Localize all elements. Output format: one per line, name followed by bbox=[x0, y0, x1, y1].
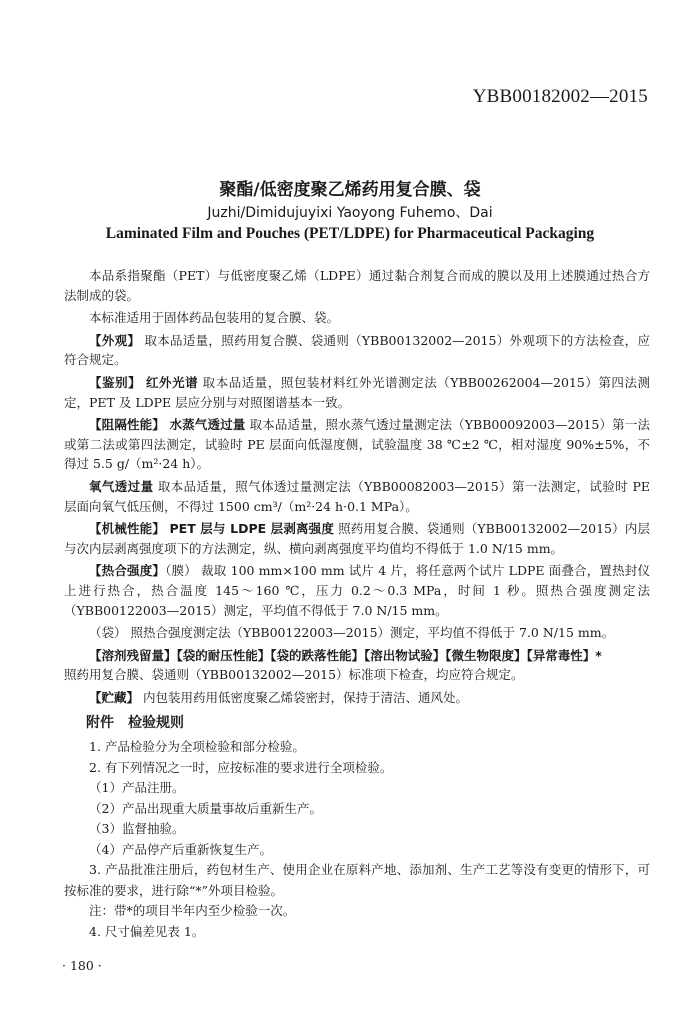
oxygen-label: 氧气透过量 bbox=[89, 478, 154, 494]
barrier-section bbox=[64, 415, 650, 474]
barrier-label: 【阻隔性能】 bbox=[89, 417, 165, 433]
heatseal-bag-section: （袋） 照热合强度测定法（YBB00122003—2015）测定，平均值不得低于 7.0 N/15 mm。 bbox=[89, 625, 615, 641]
mechanical-text: 照药用复合膜、袋通则（YBB00132002—2015）内层与次内层剥离强度项下的方法测定，纵、横向剥离强度平均值均不得低于 1.0 N/15 mm。 bbox=[64, 521, 650, 556]
rule-item: 注：带*的项目半年内至少检验一次。 bbox=[89, 903, 296, 918]
rule-item: 2. 有下列情况之一时，应按标准的要求进行全项检验。 bbox=[89, 759, 393, 775]
rule-item: 1. 产品检验分为全项检验和部分检验。 bbox=[89, 739, 305, 754]
title-english: Laminated Film and Pouches (PET/LDPE) for Pharmaceutical Packaging bbox=[105, 225, 595, 242]
mechanical-section bbox=[64, 519, 650, 558]
heatseal-film-text: （膜） 裁取 100 mm×100 mm 试片 4 片，将任意两个试片 LDPE 面叠合，置热封仪上进行热合，热合温度 145～160 ℃，压力 0.2～0.3 MPa，时间 1 秒。照热合强度测定法（YBB00122003—2015）测定，平均值不得低于 7.0 N/15 mm。 bbox=[64, 563, 650, 618]
oxygen-section bbox=[64, 477, 650, 516]
appearance-section bbox=[64, 331, 650, 370]
identification-label: 【鉴别】 bbox=[89, 374, 142, 390]
storage-label: 【贮藏】 bbox=[89, 689, 140, 705]
mechanical-sub-label: PET 层与 LDPE 层剥离强度 bbox=[165, 521, 334, 537]
standard-body bbox=[64, 266, 650, 707]
identification-sub-label: 红外光谱 bbox=[141, 374, 199, 390]
appearance-text: 取本品适量，照药用复合膜、袋通则（YBB00132002—2015）外观项下的方法检查，应符合规定。 bbox=[64, 332, 650, 368]
rule-item: （1）产品注册。 bbox=[89, 780, 185, 795]
title-pinyin: Juzhi/Dimidujuyixi Yaoyong Fuhemo、Dai bbox=[207, 205, 493, 221]
heatseal-label: 【热合强度】 bbox=[89, 563, 166, 579]
rule-item: （2）产品出现重大质量事故后重新生产。 bbox=[89, 800, 322, 816]
rule-item: （4）产品停产后重新恢复生产。 bbox=[89, 841, 272, 857]
identification-text: 取本品适量，照包装材料红外光谱测定法（YBB00262004—2015）第四法测定，PET 及 LDPE 层应分别与对照图谱基本一致。 bbox=[64, 374, 650, 410]
barrier-sub-label: 水蒸气透过量 bbox=[164, 417, 246, 433]
rule-item: 4. 尺寸偏差见表 1。 bbox=[89, 923, 205, 939]
multi-test-labels bbox=[64, 646, 650, 666]
identification-section bbox=[64, 373, 650, 412]
barrier-text: 取本品适量，照水蒸气透过量测定法（YBB00092003—2015）第一法或第二法或第四法测定，试验时 PE 层面向低湿度侧，试验温度 38 ℃±2 ℃，相对湿度 90%±5%，不得过 5.5 g/（m²·24 h）。 bbox=[64, 417, 650, 472]
appendix-heading bbox=[86, 712, 184, 732]
scope-paragraph: 本标准适用于固体药品包装用的复合膜、袋。 bbox=[89, 310, 340, 326]
mechanical-label: 【机械性能】 bbox=[89, 521, 165, 537]
appendix-title: 检验规则 bbox=[128, 715, 184, 731]
appearance-label: 【外观】 bbox=[89, 332, 141, 348]
inspection-rules bbox=[64, 737, 650, 942]
multi-test-labels-text: 【溶剂残留量】【袋的耐压性能】【袋的跌落性能】【溶出物试验】【微生物限度】【异常毒性】* bbox=[89, 647, 602, 663]
title-chinese: 聚酯/低密度聚乙烯药用复合膜、袋 bbox=[219, 180, 481, 200]
appendix-label: 附件 bbox=[86, 715, 114, 731]
page-number: · 180 · bbox=[62, 958, 102, 973]
rule-item: （3）监督抽验。 bbox=[89, 821, 185, 836]
standard-code: YBB00182002—2015 bbox=[472, 86, 648, 107]
storage-section bbox=[64, 688, 650, 708]
heatseal-film-section bbox=[64, 561, 650, 620]
storage-text: 内包装用药用低密度聚乙烯袋密封，保持于清洁、通风处。 bbox=[139, 689, 468, 705]
rule-item: 3. 产品批准注册后，药包材生产、使用企业在原料产地、添加剂、生产工艺等没有变更的情形下，可按标准的要求，进行除“*”外项目检验。 bbox=[64, 862, 650, 898]
intro-paragraph: 本品系指聚酯（PET）与低密度聚乙烯（LDPE）通过黏合剂复合而成的膜以及用上述膜通过热合方法制成的袋。 bbox=[64, 268, 650, 303]
multi-test-text: 照药用复合膜、袋通则（YBB00132002—2015）标准项下检查，均应符合规定。 bbox=[64, 667, 524, 683]
oxygen-text: 取本品适量，照气体透过量测定法（YBB00082003—2015）第一法测定，试验时 PE 层面向氧气低压侧，不得过 1500 cm³/（m²·24 h·0.1 MPa）。 bbox=[64, 478, 650, 514]
